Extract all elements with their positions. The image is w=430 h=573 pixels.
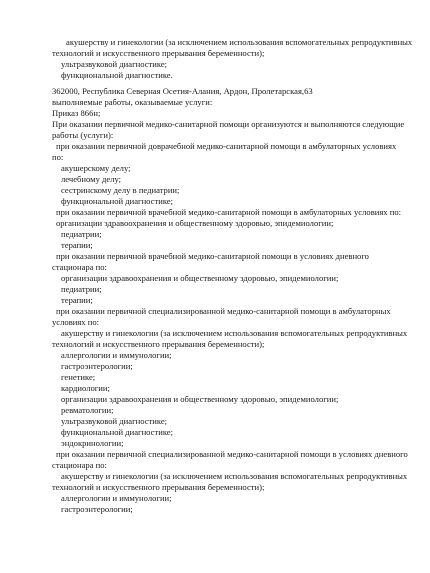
list-item: аллергологии и иммунологии; [61,350,172,360]
list-item: ревматологии; [61,405,114,415]
section-heading: при оказании первичной специализированной медико-санитарной помощи в условиях дневного [56,449,408,459]
text-line: стационара по: [52,262,107,272]
list-item: ультразвуковой диагностике; [61,416,168,426]
text-line: акушерству и гинекологии (за исключением использования вспомогательных репродуктивных [66,37,413,47]
list-item: генетике; [61,372,96,382]
list-item: лечебному делу; [61,174,122,184]
list-item: эндокринологии; [61,438,124,448]
list-item: терапии; [61,295,93,305]
list-item: сестринскому делу в педиатрии; [61,185,180,195]
text-line: стационара по: [52,460,107,470]
section-heading: при оказании первичной врачебной медико-санитарной помощи в условиях дневного [56,251,369,261]
section-heading: при оказании первичной доврачебной медико-санитарной помощи в амбулаторных условиях [56,141,397,151]
list-item: гастроэнтерологии; [61,504,133,514]
list-item: педиатрии; [61,284,102,294]
list-item: гастроэнтерологии; [61,361,133,371]
text-line: технологий и искусственного прерывания беременности); [52,339,265,349]
section-heading: при оказании первичной врачебной медико-санитарной помощи в амбулаторных условиях по: [56,207,402,217]
list-item: акушерству и гинекологии (за исключением использования вспомогательных репродуктивных [61,471,408,481]
text-line: условиях по: [52,317,100,327]
section-heading: при оказании первичной специализированной медико-санитарной помощи в амбулаторных [56,306,391,316]
list-item: терапии; [61,240,93,250]
text-line: функциональной диагностике. [61,70,173,80]
text-line: технологий и искусственного прерывания беременности); [52,482,265,492]
text-line: При оказании первичной медико-санитарной помощи организуются и выполняются следующие [52,119,405,129]
list-item: организации здравоохранения и общественному здоровью, эпидемиологии; [61,273,339,283]
text-line: ультразвуковой диагностике; [61,59,168,69]
text-line: выполняемые работы, оказываемые услуги: [52,97,213,107]
list-item: функциональной диагностике; [61,427,174,437]
list-item: акушерству и гинекологии (за исключением использования вспомогательных репродуктивных [61,328,408,338]
list-item: аллергологии и иммунологии; [61,493,172,503]
text-line: по: [52,152,64,162]
list-item: функциональной диагностике; [61,196,174,206]
list-item: организации здравоохранения и общественному здоровью, эпидемиологии; [56,218,334,228]
address-line: 362000, Республика Северная Осетия-Алания, Ардон, Пролетарская,63 [52,86,313,96]
list-item: педиатрии; [61,229,102,239]
text-line: технологий и искусственного прерывания беременности); [52,48,265,58]
list-item: кардиологии; [61,383,110,393]
text-line: работы (услуги): [52,130,114,140]
list-item: акушерскому делу; [61,163,131,173]
list-item: организации здравоохранения и общественному здоровью, эпидемиологии; [61,394,339,404]
order-line: Приказ 866н; [52,108,101,118]
